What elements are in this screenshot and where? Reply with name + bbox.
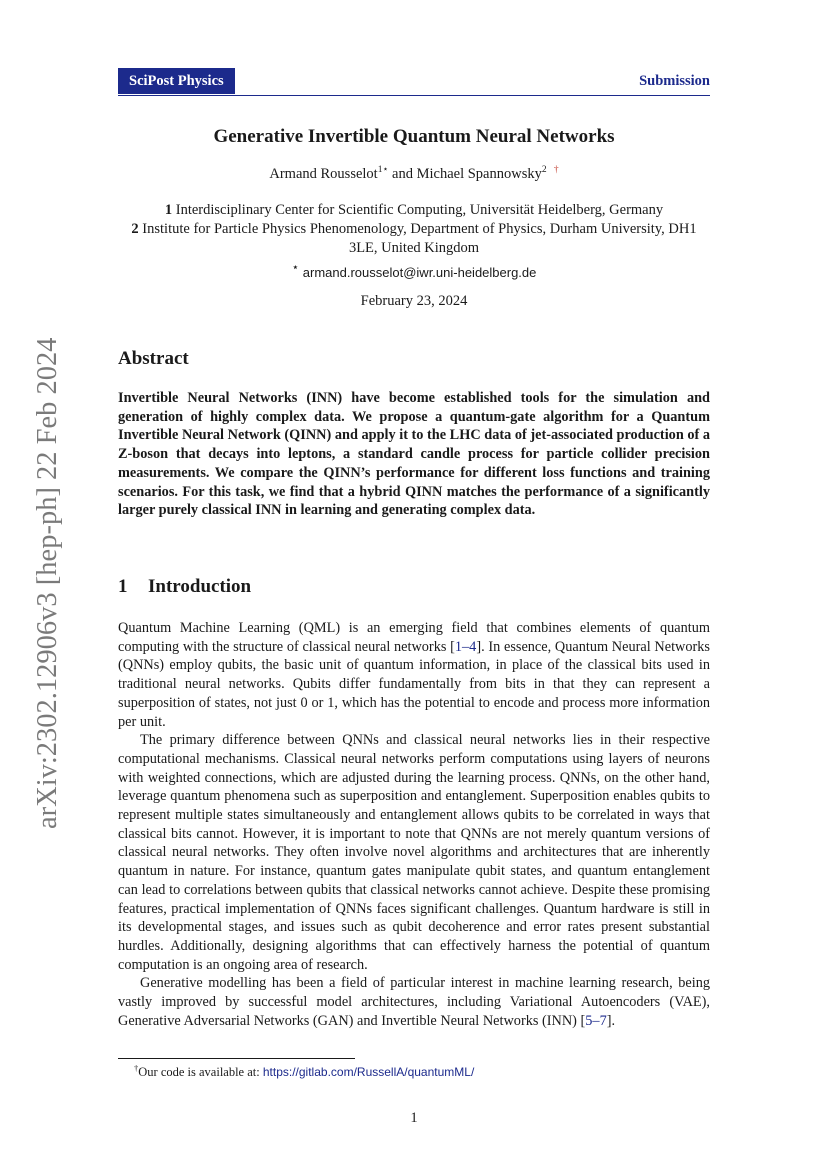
citation-link[interactable]: 5–7 <box>585 1012 607 1029</box>
paragraph: Quantum Machine Learning (QML) is an emerging field that combines elements of quantum computing with the structure of classical neural networks [1–4]. In essence, Quantum Neural Networks (QNNs) employ qubits, the basic unit of quantum information, in place of the classical bits used in traditional neural networks. Qubits differ fundamentally from bits in that they can represent a superposition of states, not just 0 or 1, which has the potential to encode and process more information per unit. <box>118 620 710 730</box>
paper-title: Generative Invertible Quantum Neural Networks <box>213 126 615 147</box>
citation-link[interactable]: 1–4 <box>454 638 477 655</box>
affiliation-1: 1 Interdisciplinary Center for Scientific Computing, Universität Heidelberg, Germany <box>164 202 664 218</box>
submission-label: Submission <box>639 73 710 89</box>
footnote-text: Our code is available at: <box>138 1065 263 1080</box>
abstract-heading: Abstract <box>118 348 189 369</box>
section-title: Introduction <box>148 576 252 597</box>
dagger-footnote-link[interactable]: † <box>553 165 559 175</box>
author-marks: 1⋆ <box>377 165 389 175</box>
affiliations <box>118 201 710 283</box>
affiliation-2: 2 Institute for Particle Physics Phenomenology, Department of Physics, Durham University, DH1 3LE, United Kingdom <box>131 221 697 256</box>
footnote <box>134 1063 474 1080</box>
author-name: Michael Spannowsky <box>416 165 542 182</box>
email-line: ⋆ armand.rousselot@iwr.uni-heidelberg.de <box>291 260 537 280</box>
arxiv-stamp: arXiv:2302.12906v3 [hep-ph] 22 Feb 2024 <box>32 337 63 829</box>
page-number: 1 <box>410 1110 418 1126</box>
author-list <box>118 164 710 183</box>
abstract-text: Invertible Neural Networks (INN) have become established tools for the simulation and generation of highly complex data. We propose a quantum-gate algorithm for a Quantum Invertible Neural Network (QINN) and apply it to the LHC data of jet-associated production of a Z-boson that decays into leptons, a standard candle process for particle collider precision measurements. We compare the QINN’s performance for different loss functions and training scenarios. For this task, we find that a hybrid QINN matches the performance of a significantly larger purely classical INN in learning and generating complex data. <box>118 390 710 519</box>
paragraph: The primary difference between QNNs and classical neural networks lies in their respective computational mechanisms. Classical neural networks perform computations using layers of neurons with weighted connections, which are adjusted during the learning process. QNNs, on the other hand, leverage quantum phenomena such as superposition and entanglement. Superposition enables qubits to represent multiple states simultaneously and entanglement allows qubits to be correlated in ways that classical bits cannot. However, it is important to note that QNNs are not merely quantum versions of classical neural networks. They often involve novel algorithms and architectures that are inherently quantum in nature. For instance, quantum gates manipulate qubit states, and quantum entanglement can lead to correlations between qubits that classical networks cannot achieve. Despite these promising features, practical implementation of QNNs faces significant challenges. Quantum hardware is still in its developmental stages, and issues such as qubit decoherence and error rates present substantial hurdles. Additionally, designing algorithms that can effectively harness the potential of quantum computation is an ongoing area of research. <box>118 732 710 973</box>
section-body <box>118 619 710 1030</box>
author-name: Armand Rousselot <box>269 165 378 182</box>
author-connector: and <box>388 165 417 182</box>
paper-date: February 23, 2024 <box>360 293 468 309</box>
section-heading <box>118 576 251 598</box>
email-address[interactable]: armand.rousselot@iwr.uni-heidelberg.de <box>302 264 537 280</box>
footnote-mark: † <box>134 1063 139 1073</box>
footnote-rule <box>118 1058 355 1059</box>
paragraph: Generative modelling has been a field of particular interest in machine learning research, being vastly improved by successful model architectures, including Variational Autoencoders (VAE), Generative Adversarial Networks (GAN) and Invertible Neural Networks (INN) [5–7]. <box>118 975 710 1029</box>
section-number: 1 <box>118 576 128 597</box>
author-marks: 2 <box>541 165 547 175</box>
journal-badge: SciPost Physics <box>118 68 235 94</box>
code-link[interactable]: https://gitlab.com/RussellA/quantumML/ <box>262 1065 475 1080</box>
